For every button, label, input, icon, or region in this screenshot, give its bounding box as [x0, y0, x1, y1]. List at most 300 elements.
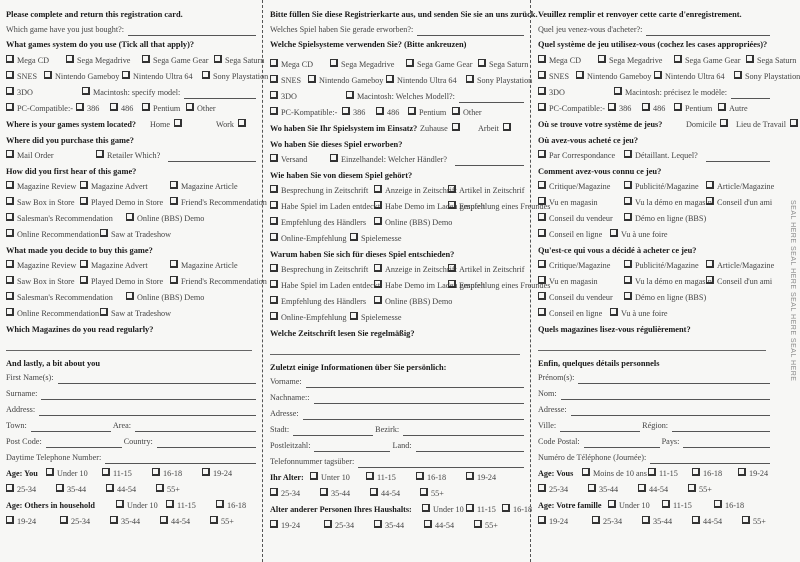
- hear-option[interactable]: [624, 180, 699, 193]
- checkbox-icon[interactable]: [56, 484, 64, 492]
- magazines-input[interactable]: [538, 336, 766, 351]
- age-option[interactable]: [688, 483, 712, 496]
- hear-option[interactable]: [270, 216, 366, 229]
- checkbox-icon[interactable]: [624, 150, 632, 158]
- age-option[interactable]: [102, 467, 132, 480]
- decide-option[interactable]: [624, 291, 706, 304]
- age-option[interactable]: [320, 487, 350, 500]
- macintosh-option[interactable]: [82, 86, 180, 99]
- checkbox-icon[interactable]: [718, 103, 726, 111]
- age-option[interactable]: [502, 503, 532, 516]
- age-option[interactable]: [692, 467, 722, 480]
- decide-option[interactable]: [6, 275, 75, 288]
- checkbox-icon[interactable]: [76, 103, 84, 111]
- game-bought-field-input[interactable]: [417, 26, 524, 36]
- age-option[interactable]: [692, 515, 722, 528]
- checkbox-icon[interactable]: [538, 150, 546, 158]
- address-field-input[interactable]: [571, 406, 770, 416]
- checkbox-icon[interactable]: [238, 119, 246, 127]
- checkbox-icon[interactable]: [366, 472, 374, 480]
- checkbox-icon[interactable]: [6, 87, 14, 95]
- checkbox-icon[interactable]: [478, 59, 486, 67]
- system-option[interactable]: [466, 74, 532, 87]
- country-input[interactable]: [416, 442, 524, 452]
- decide-option[interactable]: [624, 275, 712, 288]
- checkbox-icon[interactable]: [270, 185, 278, 193]
- checkbox-icon[interactable]: [330, 59, 338, 67]
- system-option[interactable]: [44, 70, 119, 83]
- checkbox-icon[interactable]: [466, 75, 474, 83]
- decide-option[interactable]: [100, 307, 171, 320]
- system-option[interactable]: [654, 70, 725, 83]
- town-input[interactable]: [293, 426, 373, 436]
- checkbox-icon[interactable]: [110, 516, 118, 524]
- hear-option[interactable]: [6, 180, 76, 193]
- checkbox-icon[interactable]: [598, 55, 606, 63]
- system-option[interactable]: [538, 86, 565, 99]
- hear-option[interactable]: [100, 228, 171, 241]
- checkbox-icon[interactable]: [6, 213, 14, 221]
- checkbox-icon[interactable]: [156, 484, 164, 492]
- checkbox-icon[interactable]: [142, 55, 150, 63]
- checkbox-icon[interactable]: [674, 55, 682, 63]
- checkbox-icon[interactable]: [346, 91, 354, 99]
- country-input[interactable]: [683, 438, 770, 448]
- decide-option[interactable]: [610, 307, 668, 320]
- decide-option[interactable]: [270, 263, 368, 276]
- checkbox-icon[interactable]: [202, 468, 210, 476]
- system-option[interactable]: [330, 58, 394, 71]
- age-option[interactable]: [642, 515, 672, 528]
- checkbox-icon[interactable]: [324, 520, 332, 528]
- checkbox-icon[interactable]: [502, 504, 510, 512]
- system-option[interactable]: [406, 58, 472, 71]
- checkbox-icon[interactable]: [186, 103, 194, 111]
- hear-option[interactable]: [170, 196, 267, 209]
- hear-option[interactable]: [538, 196, 598, 209]
- checkbox-icon[interactable]: [576, 71, 584, 79]
- location-option[interactable]: [216, 118, 246, 131]
- post_code-input[interactable]: [314, 442, 390, 452]
- pc-option[interactable]: [342, 106, 365, 119]
- age-option[interactable]: [324, 519, 354, 532]
- system-option[interactable]: [746, 54, 796, 67]
- checkbox-icon[interactable]: [588, 484, 596, 492]
- checkbox-icon[interactable]: [706, 276, 714, 284]
- pc-compatible-option[interactable]: [538, 102, 605, 115]
- checkbox-icon[interactable]: [608, 500, 616, 508]
- system-option[interactable]: [270, 74, 301, 87]
- age-option[interactable]: [466, 471, 496, 484]
- pc-option[interactable]: [674, 102, 712, 115]
- checkbox-icon[interactable]: [538, 484, 546, 492]
- location-option[interactable]: [736, 118, 798, 131]
- checkbox-icon[interactable]: [624, 197, 632, 205]
- checkbox-icon[interactable]: [538, 260, 546, 268]
- checkbox-icon[interactable]: [448, 280, 456, 288]
- checkbox-icon[interactable]: [80, 197, 88, 205]
- address-field-input[interactable]: [39, 406, 256, 416]
- age-option[interactable]: [648, 467, 678, 480]
- macintosh-model-input[interactable]: [184, 89, 256, 99]
- hear-option[interactable]: [538, 180, 610, 193]
- macintosh-model-input[interactable]: [731, 89, 770, 99]
- pc-option[interactable]: [718, 102, 748, 115]
- checkbox-icon[interactable]: [60, 516, 68, 524]
- checkbox-icon[interactable]: [126, 292, 134, 300]
- checkbox-icon[interactable]: [374, 264, 382, 272]
- surname-field-input[interactable]: [41, 390, 256, 400]
- checkbox-icon[interactable]: [202, 71, 210, 79]
- checkbox-icon[interactable]: [342, 107, 350, 115]
- checkbox-icon[interactable]: [66, 55, 74, 63]
- first-name-field-input[interactable]: [578, 374, 770, 384]
- checkbox-icon[interactable]: [624, 181, 632, 189]
- checkbox-icon[interactable]: [270, 59, 278, 67]
- system-option[interactable]: [6, 54, 49, 67]
- checkbox-icon[interactable]: [376, 107, 384, 115]
- system-option[interactable]: [6, 70, 37, 83]
- checkbox-icon[interactable]: [474, 520, 482, 528]
- magazines-input[interactable]: [270, 340, 520, 355]
- checkbox-icon[interactable]: [624, 276, 632, 284]
- checkbox-icon[interactable]: [448, 185, 456, 193]
- pc-option[interactable]: [186, 102, 216, 115]
- first-name-field-input[interactable]: [306, 378, 524, 388]
- phone-field-input[interactable]: [358, 458, 524, 468]
- checkbox-icon[interactable]: [374, 201, 382, 209]
- phone-field-input[interactable]: [105, 454, 256, 464]
- checkbox-icon[interactable]: [386, 75, 394, 83]
- hear-option[interactable]: [80, 180, 148, 193]
- hear-option[interactable]: [538, 228, 602, 241]
- checkbox-icon[interactable]: [610, 308, 618, 316]
- age-option[interactable]: [270, 487, 300, 500]
- decide-option[interactable]: [126, 291, 204, 304]
- age-option[interactable]: [6, 515, 36, 528]
- post_code-input[interactable]: [46, 438, 122, 448]
- checkbox-icon[interactable]: [110, 103, 118, 111]
- decide-option[interactable]: [270, 311, 346, 324]
- checkbox-icon[interactable]: [270, 233, 278, 241]
- system-option[interactable]: [270, 58, 313, 71]
- checkbox-icon[interactable]: [46, 468, 54, 476]
- age-option[interactable]: [270, 519, 300, 532]
- age-option[interactable]: [110, 515, 140, 528]
- checkbox-icon[interactable]: [406, 59, 414, 67]
- surname-field-input[interactable]: [314, 394, 524, 404]
- checkbox-icon[interactable]: [738, 468, 746, 476]
- checkbox-icon[interactable]: [160, 516, 168, 524]
- system-option[interactable]: [308, 74, 383, 87]
- checkbox-icon[interactable]: [6, 516, 14, 524]
- decide-option[interactable]: [80, 259, 148, 272]
- hear-option[interactable]: [270, 200, 380, 213]
- checkbox-icon[interactable]: [538, 87, 546, 95]
- age-option[interactable]: [216, 499, 246, 512]
- hear-option[interactable]: [448, 184, 524, 197]
- hear-option[interactable]: [706, 196, 772, 209]
- checkbox-icon[interactable]: [270, 488, 278, 496]
- decide-option[interactable]: [538, 259, 610, 272]
- system-option[interactable]: [674, 54, 740, 67]
- system-option[interactable]: [122, 70, 193, 83]
- pc-compatible-option[interactable]: [270, 106, 337, 119]
- age-option[interactable]: [202, 467, 232, 480]
- purchase-option[interactable]: [538, 149, 615, 162]
- age-option[interactable]: [60, 515, 90, 528]
- checkbox-icon[interactable]: [742, 516, 750, 524]
- checkbox-icon[interactable]: [210, 516, 218, 524]
- checkbox-icon[interactable]: [6, 276, 14, 284]
- checkbox-icon[interactable]: [538, 71, 546, 79]
- checkbox-icon[interactable]: [6, 308, 14, 316]
- checkbox-icon[interactable]: [692, 516, 700, 524]
- surname-field-input[interactable]: [561, 390, 770, 400]
- checkbox-icon[interactable]: [624, 292, 632, 300]
- decide-option[interactable]: [538, 307, 602, 320]
- checkbox-icon[interactable]: [216, 500, 224, 508]
- checkbox-icon[interactable]: [448, 201, 456, 209]
- checkbox-icon[interactable]: [330, 154, 338, 162]
- purchase-option[interactable]: [6, 149, 54, 162]
- macintosh-model-input[interactable]: [459, 93, 524, 103]
- checkbox-icon[interactable]: [270, 201, 278, 209]
- age-option[interactable]: [738, 467, 768, 480]
- system-option[interactable]: [214, 54, 264, 67]
- hear-option[interactable]: [270, 184, 368, 197]
- purchase-option[interactable]: [624, 149, 698, 162]
- checkbox-icon[interactable]: [270, 107, 278, 115]
- system-option[interactable]: [734, 70, 800, 83]
- checkbox-icon[interactable]: [6, 103, 14, 111]
- decide-option[interactable]: [374, 263, 457, 276]
- checkbox-icon[interactable]: [452, 123, 460, 131]
- checkbox-icon[interactable]: [100, 229, 108, 237]
- checkbox-icon[interactable]: [503, 123, 511, 131]
- post_code-input[interactable]: [584, 438, 660, 448]
- decide-option[interactable]: [706, 275, 772, 288]
- location-option[interactable]: [150, 118, 182, 131]
- checkbox-icon[interactable]: [270, 312, 278, 320]
- decide-option[interactable]: [270, 279, 380, 292]
- phone-field-input[interactable]: [650, 454, 770, 464]
- age-option[interactable]: [466, 503, 496, 516]
- age-option[interactable]: [538, 483, 568, 496]
- checkbox-icon[interactable]: [638, 484, 646, 492]
- checkbox-icon[interactable]: [538, 229, 546, 237]
- pc-option[interactable]: [376, 106, 399, 119]
- checkbox-icon[interactable]: [538, 181, 546, 189]
- checkbox-icon[interactable]: [142, 103, 150, 111]
- checkbox-icon[interactable]: [44, 71, 52, 79]
- checkbox-icon[interactable]: [170, 276, 178, 284]
- decide-option[interactable]: [270, 295, 366, 308]
- town-input[interactable]: [560, 422, 640, 432]
- decide-option[interactable]: [170, 259, 238, 272]
- system-option[interactable]: [386, 74, 457, 87]
- checkbox-icon[interactable]: [350, 233, 358, 241]
- purchase-option[interactable]: [270, 153, 307, 166]
- checkbox-icon[interactable]: [662, 500, 670, 508]
- area-input[interactable]: [672, 422, 770, 432]
- checkbox-icon[interactable]: [270, 280, 278, 288]
- checkbox-icon[interactable]: [538, 55, 546, 63]
- system-option[interactable]: [598, 54, 662, 67]
- checkbox-icon[interactable]: [6, 292, 14, 300]
- age-option[interactable]: [588, 483, 618, 496]
- age-option[interactable]: [638, 483, 668, 496]
- hear-option[interactable]: [270, 232, 346, 245]
- checkbox-icon[interactable]: [538, 197, 546, 205]
- checkbox-icon[interactable]: [610, 229, 618, 237]
- age-option[interactable]: [424, 519, 454, 532]
- checkbox-icon[interactable]: [320, 488, 328, 496]
- age-option[interactable]: [420, 487, 444, 500]
- age-option[interactable]: [6, 483, 36, 496]
- checkbox-icon[interactable]: [642, 103, 650, 111]
- checkbox-icon[interactable]: [170, 181, 178, 189]
- age-option[interactable]: [374, 519, 404, 532]
- system-option[interactable]: [202, 70, 268, 83]
- checkbox-icon[interactable]: [100, 308, 108, 316]
- checkbox-icon[interactable]: [80, 181, 88, 189]
- hear-option[interactable]: [374, 216, 452, 229]
- decide-option[interactable]: [374, 295, 452, 308]
- age-option[interactable]: [160, 515, 190, 528]
- checkbox-icon[interactable]: [6, 55, 14, 63]
- macintosh-option[interactable]: [346, 90, 455, 103]
- age-option[interactable]: [714, 499, 744, 512]
- address-field-input[interactable]: [303, 410, 524, 420]
- checkbox-icon[interactable]: [270, 217, 278, 225]
- system-option[interactable]: [66, 54, 130, 67]
- checkbox-icon[interactable]: [374, 296, 382, 304]
- checkbox-icon[interactable]: [6, 71, 14, 79]
- checkbox-icon[interactable]: [370, 488, 378, 496]
- checkbox-icon[interactable]: [214, 55, 222, 63]
- checkbox-icon[interactable]: [706, 181, 714, 189]
- checkbox-icon[interactable]: [80, 260, 88, 268]
- system-option[interactable]: [6, 86, 33, 99]
- checkbox-icon[interactable]: [538, 516, 546, 524]
- checkbox-icon[interactable]: [538, 292, 546, 300]
- pc-option[interactable]: [76, 102, 99, 115]
- checkbox-icon[interactable]: [96, 150, 104, 158]
- checkbox-icon[interactable]: [538, 308, 546, 316]
- checkbox-icon[interactable]: [648, 468, 656, 476]
- decide-option[interactable]: [6, 291, 113, 304]
- age-option[interactable]: [156, 483, 180, 496]
- age-option[interactable]: [46, 467, 88, 480]
- checkbox-icon[interactable]: [170, 260, 178, 268]
- hear-option[interactable]: [6, 228, 99, 241]
- purchase-option[interactable]: [330, 153, 447, 166]
- pc-option[interactable]: [110, 102, 133, 115]
- checkbox-icon[interactable]: [734, 71, 742, 79]
- checkbox-icon[interactable]: [448, 264, 456, 272]
- age-option[interactable]: [662, 499, 692, 512]
- hear-option[interactable]: [374, 184, 457, 197]
- pc-option[interactable]: [142, 102, 180, 115]
- game-bought-field-input[interactable]: [646, 26, 770, 36]
- checkbox-icon[interactable]: [6, 260, 14, 268]
- age-option[interactable]: [370, 487, 400, 500]
- checkbox-icon[interactable]: [374, 217, 382, 225]
- checkbox-icon[interactable]: [674, 103, 682, 111]
- decide-option[interactable]: [624, 259, 699, 272]
- checkbox-icon[interactable]: [270, 520, 278, 528]
- checkbox-icon[interactable]: [538, 213, 546, 221]
- checkbox-icon[interactable]: [424, 520, 432, 528]
- retailer-input[interactable]: [706, 152, 770, 162]
- checkbox-icon[interactable]: [374, 280, 382, 288]
- checkbox-icon[interactable]: [82, 87, 90, 95]
- location-option[interactable]: [420, 122, 460, 135]
- checkbox-icon[interactable]: [122, 71, 130, 79]
- area-input[interactable]: [135, 422, 256, 432]
- age-option[interactable]: [106, 483, 136, 496]
- country-input[interactable]: [157, 438, 256, 448]
- checkbox-icon[interactable]: [350, 312, 358, 320]
- checkbox-icon[interactable]: [624, 213, 632, 221]
- checkbox-icon[interactable]: [6, 229, 14, 237]
- hear-option[interactable]: [610, 228, 668, 241]
- age-option[interactable]: [366, 471, 396, 484]
- age-option[interactable]: [592, 515, 622, 528]
- area-input[interactable]: [403, 426, 524, 436]
- age-option[interactable]: [474, 519, 498, 532]
- pc-option[interactable]: [408, 106, 446, 119]
- age-option[interactable]: [310, 471, 350, 484]
- checkbox-icon[interactable]: [422, 504, 430, 512]
- checkbox-icon[interactable]: [126, 213, 134, 221]
- checkbox-icon[interactable]: [310, 472, 318, 480]
- age-option[interactable]: [210, 515, 234, 528]
- checkbox-icon[interactable]: [6, 484, 14, 492]
- checkbox-icon[interactable]: [308, 75, 316, 83]
- game-bought-field-input[interactable]: [128, 26, 256, 36]
- checkbox-icon[interactable]: [116, 500, 124, 508]
- checkbox-icon[interactable]: [374, 185, 382, 193]
- town-input[interactable]: [31, 422, 111, 432]
- checkbox-icon[interactable]: [706, 197, 714, 205]
- checkbox-icon[interactable]: [170, 197, 178, 205]
- checkbox-icon[interactable]: [614, 87, 622, 95]
- checkbox-icon[interactable]: [6, 150, 14, 158]
- first-name-field-input[interactable]: [58, 374, 256, 384]
- checkbox-icon[interactable]: [790, 119, 798, 127]
- decide-option[interactable]: [538, 291, 613, 304]
- checkbox-icon[interactable]: [592, 516, 600, 524]
- checkbox-icon[interactable]: [102, 468, 110, 476]
- checkbox-icon[interactable]: [270, 75, 278, 83]
- checkbox-icon[interactable]: [270, 296, 278, 304]
- checkbox-icon[interactable]: [720, 119, 728, 127]
- location-option[interactable]: [686, 118, 728, 131]
- hear-option[interactable]: [538, 212, 613, 225]
- checkbox-icon[interactable]: [692, 468, 700, 476]
- system-option[interactable]: [538, 70, 569, 83]
- hear-option[interactable]: [624, 196, 712, 209]
- decide-option[interactable]: [6, 307, 99, 320]
- hear-option[interactable]: [6, 196, 75, 209]
- checkbox-icon[interactable]: [270, 91, 278, 99]
- checkbox-icon[interactable]: [538, 103, 546, 111]
- checkbox-icon[interactable]: [106, 484, 114, 492]
- location-option[interactable]: [478, 122, 511, 135]
- pc-option[interactable]: [608, 102, 631, 115]
